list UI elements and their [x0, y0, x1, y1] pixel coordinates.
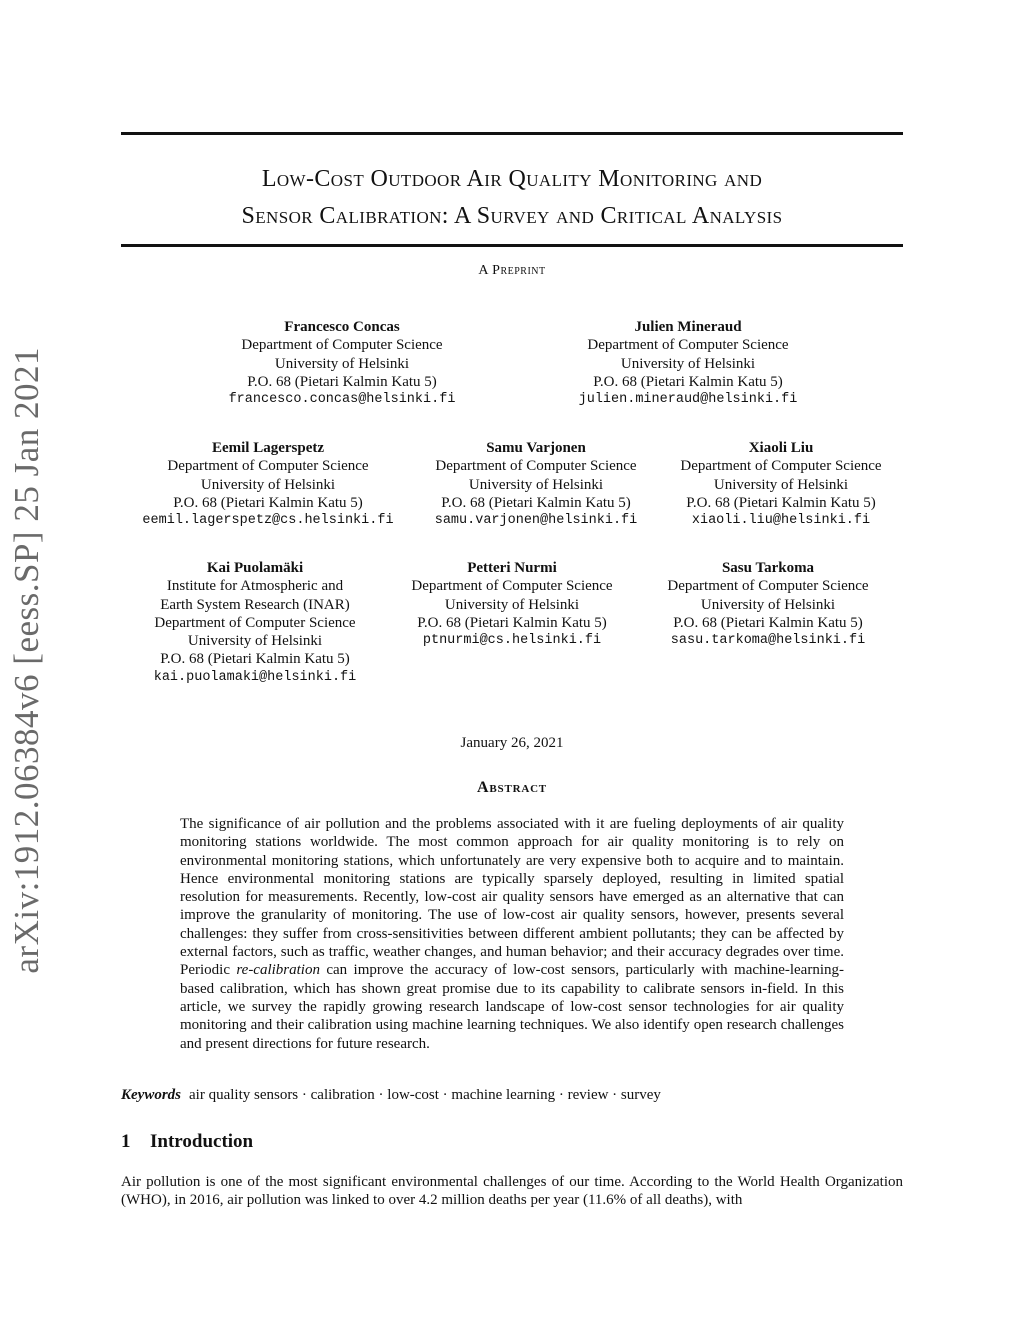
author-name: Samu Varjonen	[486, 440, 586, 456]
abstract-text	[180, 815, 844, 1053]
author-email: julien.mineraud@helsinki.fi	[578, 392, 798, 408]
author-affiliation-line: Earth System Research (INAR)	[160, 596, 350, 613]
section-title: Introduction	[150, 1131, 254, 1152]
arxiv-identifier-text: arXiv:1912.06384v6 [eess.SP] 25 Jan 2021	[7, 346, 46, 974]
abstract-emphasis: re-calibration	[236, 962, 320, 979]
author-email: sasu.tarkoma@helsinki.fi	[670, 633, 866, 649]
title-bottom-rule	[121, 244, 903, 247]
title-line-2: Sensor Calibration: A Survey and Critical Analysis	[241, 203, 783, 229]
author-email: kai.puolamaki@helsinki.fi	[153, 669, 357, 685]
paper-title	[121, 161, 903, 235]
abstract-heading: Abstract	[477, 779, 547, 796]
keywords-line	[121, 1087, 661, 1104]
author-email: xiaoli.liu@helsinki.fi	[691, 513, 871, 529]
author-affiliation-line: P.O. 68 (Pietari Kalmin Katu 5)	[686, 494, 876, 511]
preprint-label: A Preprint	[478, 263, 546, 278]
author-affiliation-line: University of Helsinki	[187, 633, 323, 650]
keywords-list: air quality sensors · calibration · low-cost · machine learning · review · survey	[189, 1087, 661, 1103]
author-affiliation-line: Department of Computer Science	[680, 458, 882, 475]
abstract-text-part: can improve the accuracy of low-cost sensors, particularly with machine-learning-based calibration, which has shown great promise due to its capability to calibrate sensors in-field. In this article, we survey the rapidly growing research landscape of low-cost sensor technologies for air quality monitoring and their calibration using machine learning techniques. We also identify open research challenges and present directions for future research.	[180, 962, 844, 1052]
author-name: Francesco Concas	[284, 319, 400, 335]
title-line-1: Low-Cost Outdoor Air Quality Monitoring and	[261, 166, 763, 192]
author-affiliation-line: Department of Computer Science	[435, 458, 637, 475]
author-block	[372, 559, 652, 650]
section-number: 1	[121, 1131, 131, 1152]
author-name: Sasu Tarkoma	[721, 560, 815, 576]
author-affiliation-line: P.O. 68 (Pietari Kalmin Katu 5)	[673, 614, 863, 631]
author-block	[128, 439, 408, 530]
author-block	[115, 559, 395, 687]
author-name: Eemil Lagerspetz	[211, 440, 325, 456]
author-block	[641, 439, 921, 530]
author-name: Kai Puolamäki	[206, 560, 304, 576]
author-email: samu.varjonen@helsinki.fi	[434, 513, 638, 529]
author-block	[202, 318, 482, 409]
abstract-text-part: The significance of air pollution and the problems associated with it are fueling deployments of air quality monitoring stations worldwide. The most common approach for air quality monitoring is to rely on environmental monitoring stations, which unfortunately are very expensive both to acquire and to maintain. Hence environmental monitoring stations are typically sparsely deployed, resulting in limited spatial resolution for measurements. Recently, low-cost air quality sensors have emerged as an alternative that can improve the granularity of monitoring. The use of low-cost air quality sensors, however, presents several challenges: they suffer from cross-sensitivities between different ambient pollutants; they can be affected by external factors, such as traffic, weather changes, and human behavior; and their accuracy degrades over time. Periodic	[180, 816, 844, 979]
author-block	[548, 318, 828, 409]
author-block	[628, 559, 908, 650]
author-name: Julien Mineraud	[634, 319, 742, 335]
author-affiliation-line: Department of Computer Science	[411, 578, 613, 595]
author-affiliation-line: University of Helsinki	[444, 596, 580, 613]
introduction-paragraph: Air pollution is one of the most significant environmental challenges of our time. According to the World Health Organization (WHO), in 2016, air pollution was linked to over 4.2 million deaths per year (11.6% of all deaths), with	[121, 1174, 903, 1209]
keywords-label: Keywords	[121, 1087, 181, 1103]
arxiv-side-identifier	[5, 346, 49, 974]
author-affiliation-line: P.O. 68 (Pietari Kalmin Katu 5)	[247, 373, 437, 390]
author-affiliation-line: Department of Computer Science	[241, 337, 443, 354]
author-email: eemil.lagerspetz@cs.helsinki.fi	[142, 513, 394, 529]
section-heading	[121, 1131, 253, 1153]
author-affiliation-line: University of Helsinki	[200, 476, 336, 493]
author-name: Petteri Nurmi	[467, 560, 557, 576]
author-affiliation-line: P.O. 68 (Pietari Kalmin Katu 5)	[593, 373, 783, 390]
author-affiliation-line: Department of Computer Science	[587, 337, 789, 354]
author-affiliation-line: University of Helsinki	[274, 355, 410, 372]
author-email: francesco.concas@helsinki.fi	[228, 392, 456, 408]
title-top-rule	[121, 132, 903, 135]
author-affiliation-line: P.O. 68 (Pietari Kalmin Katu 5)	[441, 494, 631, 511]
author-email: ptnurmi@cs.helsinki.fi	[422, 633, 602, 649]
author-affiliation-line: University of Helsinki	[620, 355, 756, 372]
author-name: Xiaoli Liu	[748, 440, 814, 456]
author-affiliation-line: University of Helsinki	[700, 596, 836, 613]
author-affiliation-line: Department of Computer Science	[167, 458, 369, 475]
author-affiliation-line: P.O. 68 (Pietari Kalmin Katu 5)	[160, 651, 350, 668]
publication-date: January 26, 2021	[460, 735, 564, 751]
author-block	[396, 439, 676, 530]
author-affiliation-line: Institute for Atmospheric and	[166, 578, 344, 595]
author-affiliation-line: University of Helsinki	[713, 476, 849, 493]
author-affiliation-line: Department of Computer Science	[667, 578, 869, 595]
author-affiliation-line: University of Helsinki	[468, 476, 604, 493]
author-affiliation-line: Department of Computer Science	[154, 614, 356, 631]
author-affiliation-line: P.O. 68 (Pietari Kalmin Katu 5)	[417, 614, 607, 631]
author-affiliation-line: P.O. 68 (Pietari Kalmin Katu 5)	[173, 494, 363, 511]
